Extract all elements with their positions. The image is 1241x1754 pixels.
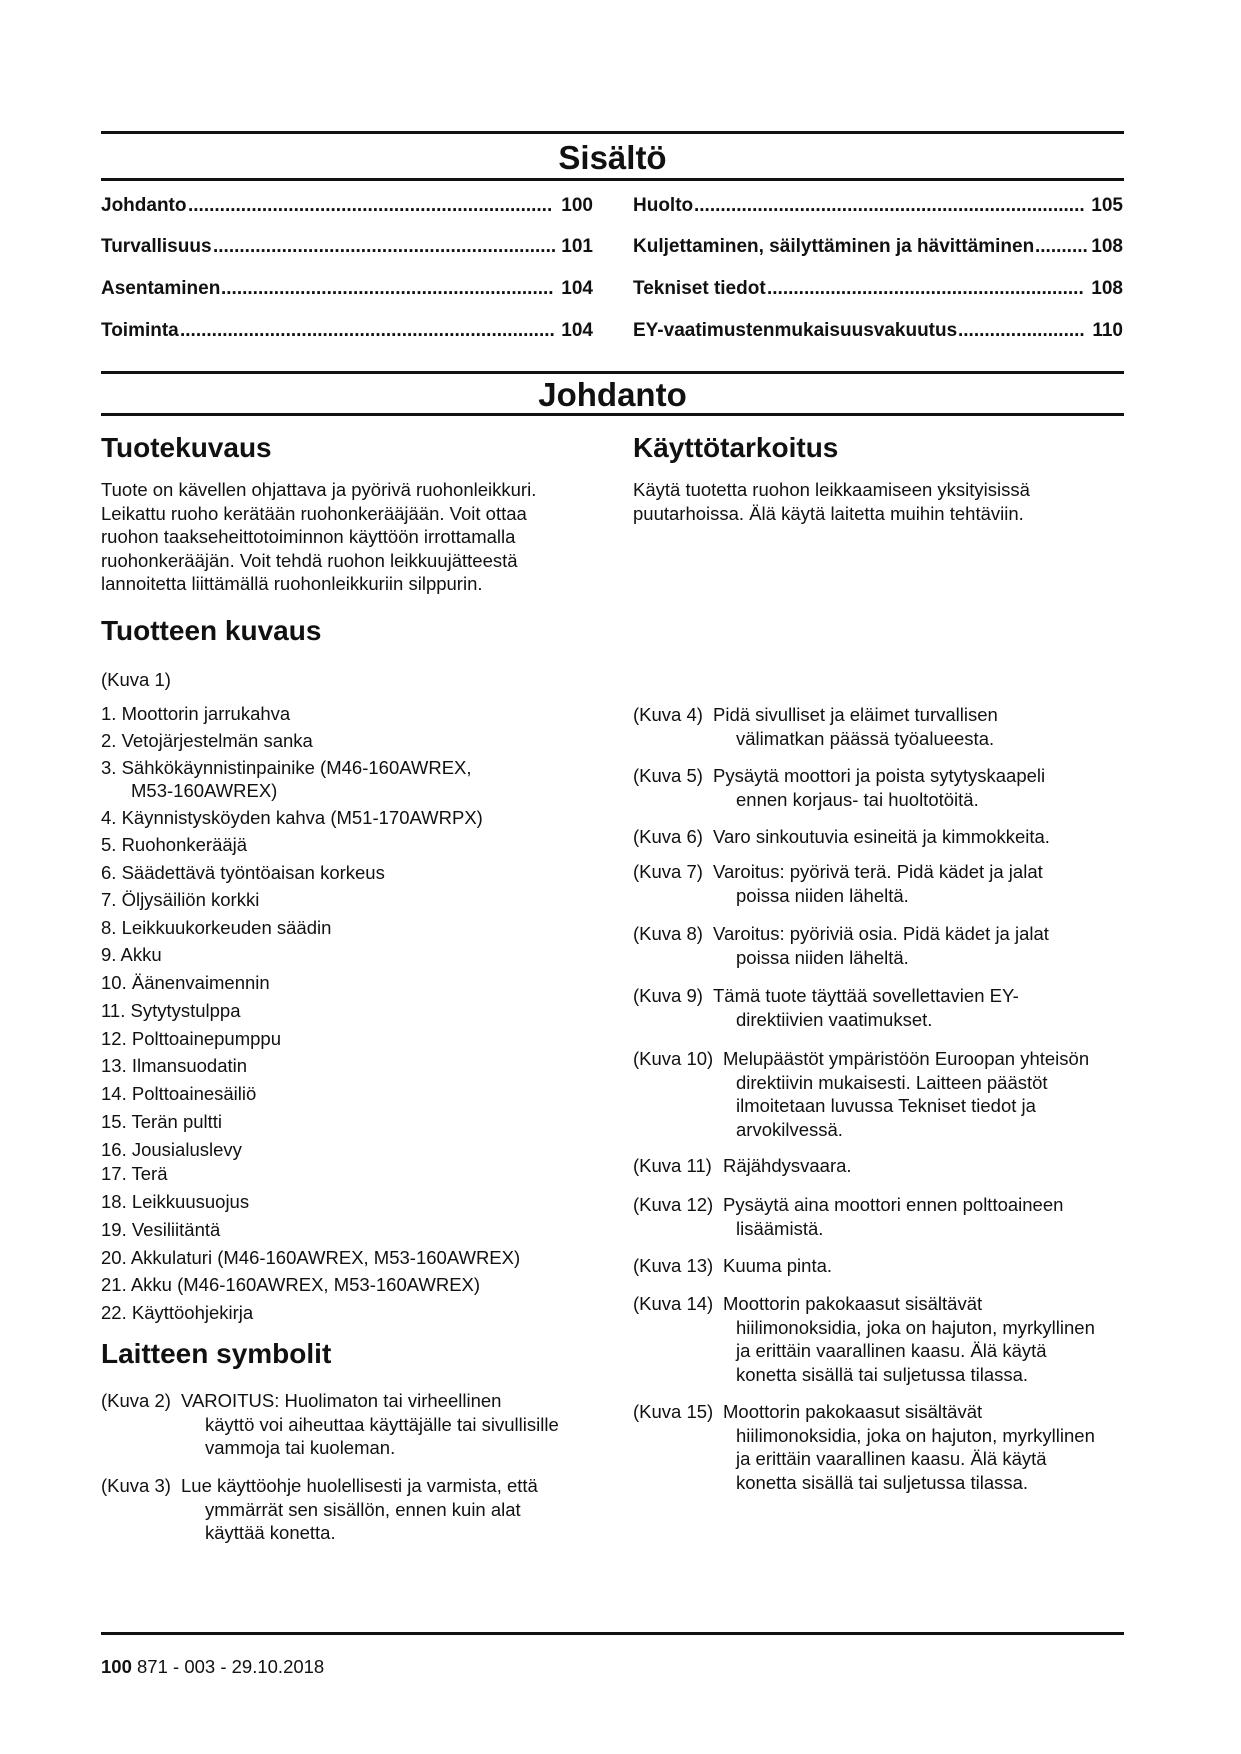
symbol-ref: (Kuva 9) bbox=[633, 985, 703, 1006]
symbol-text-line: Varoitus: pyörivä terä. Pidä kädet ja jalat bbox=[713, 861, 1043, 882]
heading-laitteen-symbolit: Laitteen symbolit bbox=[101, 1338, 332, 1369]
text-line: puutarhoissa. Älä käytä laitetta muihin tehtäviin. bbox=[633, 502, 1024, 524]
list-item: 12. Polttoainepumppu bbox=[101, 1028, 281, 1049]
symbol-text-line: Tämä tuote täyttää sovellettavien EY- bbox=[713, 985, 1019, 1006]
list-item: 20. Akkulaturi (M46-160AWREX, M53-160AWREX) bbox=[101, 1247, 521, 1268]
text-line: Käytä tuotetta ruohon leikkaamiseen yksityisissä bbox=[633, 479, 1030, 500]
toc-entry bbox=[101, 320, 593, 342]
tuotekuvaus-text bbox=[101, 478, 536, 596]
list-item: 19. Vesiliitäntä bbox=[101, 1219, 221, 1240]
symbol-entry bbox=[101, 1389, 601, 1460]
list-item: 8. Leikkuukorkeuden säädin bbox=[101, 917, 332, 938]
symbol-text-line: Pysäytä moottori ja poista sytytyskaapeli bbox=[713, 765, 1046, 786]
list-item: 11. Sytytystulppa bbox=[101, 1000, 241, 1021]
symbol-text-line: ja erittäin vaarallinen kaasu. Älä käytä bbox=[736, 1340, 1047, 1361]
johdanto-top-rule bbox=[101, 371, 1124, 374]
page-number: 100 bbox=[101, 1656, 132, 1677]
symbol-entry bbox=[633, 703, 1133, 750]
symbol-text-line: ja erittäin vaarallinen kaasu. Älä käytä bbox=[736, 1448, 1047, 1469]
toc-dot-leader: ........................ bbox=[958, 320, 1085, 341]
symbol-ref: (Kuva 6) bbox=[633, 826, 703, 847]
top-rule bbox=[101, 131, 1124, 134]
symbol-text-line: arvokilvessä. bbox=[736, 1118, 843, 1140]
symbol-text-line: konetta sisällä tai suljetussa tilassa. bbox=[736, 1363, 1029, 1385]
toc-entry-page: 108 bbox=[1091, 278, 1123, 299]
toc-dot-leader: .......... bbox=[1035, 236, 1088, 257]
text-line: ruohonkerääjän. Voit tehdä ruohon leikkuujätteestä bbox=[101, 549, 518, 571]
toc-entry bbox=[633, 278, 1123, 300]
toc-entry-label: Huolto bbox=[633, 195, 694, 216]
text-line: ruohon taakseheittotoiminnon käyttöön irrottamalla bbox=[101, 526, 516, 547]
list-item: 14. Polttoainesäiliö bbox=[101, 1083, 257, 1104]
text-line: Tuote on kävellen ohjattava ja pyörivä ruohonleikkuri. bbox=[101, 479, 537, 500]
toc-entry-label: Tekniset tiedot bbox=[633, 278, 766, 299]
toc-dot-leader: ................................................................. bbox=[213, 236, 557, 257]
toc-entry bbox=[633, 320, 1123, 342]
toc-entry-label: Toiminta bbox=[101, 320, 179, 341]
footer bbox=[101, 1656, 324, 1678]
symbol-text-line: konetta sisällä tai suljetussa tilassa. bbox=[736, 1471, 1029, 1493]
symbol-ref: (Kuva 15) bbox=[633, 1401, 714, 1422]
symbol-text-line: vammoja tai kuoleman. bbox=[205, 1437, 396, 1458]
symbol-entry bbox=[633, 1193, 1133, 1240]
list-item: 22. Käyttöohjekirja bbox=[101, 1302, 254, 1323]
heading-tuotekuvaus: Tuotekuvaus bbox=[101, 432, 272, 463]
toc-entry-label: Turvallisuus bbox=[101, 236, 212, 257]
symbol-entry bbox=[633, 1047, 1133, 1141]
symbol-ref: (Kuva 2) bbox=[101, 1390, 171, 1411]
symbol-ref: (Kuva 7) bbox=[633, 861, 703, 882]
symbol-entry bbox=[633, 764, 1133, 811]
list-item: 21. Akku (M46-160AWREX, M53-160AWREX) bbox=[101, 1274, 481, 1295]
section-title-johdanto: Johdanto bbox=[538, 376, 687, 413]
toc-entry-label: Asentaminen bbox=[101, 278, 221, 299]
text-line: lannoitetta liittämällä ruohonleikkuriin silppurin. bbox=[101, 573, 483, 594]
symbol-ref: (Kuva 11) bbox=[633, 1155, 712, 1176]
toc-entry-page: 101 bbox=[561, 236, 593, 257]
symbol-ref: (Kuva 8) bbox=[633, 923, 703, 944]
symbol-text-line: Melupäästöt ympäristöön Euroopan yhteisön bbox=[723, 1048, 1090, 1069]
symbol-ref: (Kuva 3) bbox=[101, 1475, 171, 1496]
symbol-text-line: käyttö voi aiheuttaa käyttäjälle tai sivullisille bbox=[205, 1413, 559, 1435]
symbol-text-line: ilmoitetaan luvussa Tekniset tiedot ja bbox=[736, 1095, 1036, 1116]
list-item: 6. Säädettävä työntöaisan korkeus bbox=[101, 862, 385, 883]
toc-title-rule bbox=[101, 178, 1124, 181]
symbol-text-line: Räjähdysvaara. bbox=[723, 1155, 852, 1176]
footer-rule bbox=[101, 1632, 1124, 1635]
toc-dot-leader: .......................................................................... bbox=[694, 195, 1085, 216]
symbol-text-line: Moottorin pakokaasut sisältävät bbox=[723, 1401, 983, 1422]
johdanto-title-rule bbox=[101, 413, 1124, 416]
symbol-entry bbox=[101, 1474, 601, 1545]
symbol-entry bbox=[633, 1254, 1133, 1278]
symbol-text-line: Pidä sivulliset ja eläimet turvallisen bbox=[713, 704, 998, 725]
toc-entry bbox=[633, 236, 1123, 258]
toc-dot-leader: ..................................................................... bbox=[188, 195, 553, 216]
list-item: 18. Leikkuusuojus bbox=[101, 1191, 250, 1212]
symbol-entry bbox=[633, 860, 1133, 907]
symbol-text-line: Kuuma pinta. bbox=[723, 1255, 833, 1276]
symbol-text-line: ennen korjaus- tai huoltotöitä. bbox=[736, 788, 979, 810]
toc-entry bbox=[101, 195, 593, 217]
toc-entry-page: 110 bbox=[1092, 320, 1123, 341]
symbol-ref: (Kuva 13) bbox=[633, 1255, 714, 1276]
list-item: 13. Ilmansuodatin bbox=[101, 1055, 248, 1076]
list-item: 16. Jousialuslevy bbox=[101, 1139, 242, 1160]
symbol-ref: (Kuva 10) bbox=[633, 1048, 714, 1069]
list-item: 5. Ruohonkerääjä bbox=[101, 834, 248, 855]
symbol-ref: (Kuva 5) bbox=[633, 765, 703, 786]
symbol-text-line: lisäämistä. bbox=[736, 1217, 824, 1239]
symbol-ref: (Kuva 12) bbox=[633, 1194, 714, 1215]
figure-ref-kuva-1: (Kuva 1) bbox=[101, 669, 171, 690]
toc-entry-label: EY-vaatimustenmukaisuusvakuutus bbox=[633, 320, 958, 341]
doc-code: 871 - 003 - 29.10.2018 bbox=[137, 1656, 325, 1677]
toc-entry-page: 108 bbox=[1091, 236, 1123, 257]
symbol-entry bbox=[633, 922, 1133, 969]
symbol-entry bbox=[633, 825, 1133, 849]
list-item: 2. Vetojärjestelmän sanka bbox=[101, 730, 313, 751]
symbol-entry bbox=[633, 1400, 1133, 1494]
list-item: 10. Äänenvaimennin bbox=[101, 972, 270, 993]
symbol-text-line: Varoitus: pyöriviä osia. Pidä kädet ja jalat bbox=[713, 923, 1049, 944]
list-item: 15. Terän pultti bbox=[101, 1111, 223, 1132]
toc-entry-page: 104 bbox=[561, 320, 593, 341]
toc-entry bbox=[101, 236, 593, 258]
list-item: M53-160AWREX) bbox=[131, 780, 278, 801]
symbol-text-line: Lue käyttöohje huolellisesti ja varmista, että bbox=[181, 1475, 538, 1496]
toc-title: Sisältö bbox=[558, 139, 667, 176]
toc-dot-leader: ....................................................................... bbox=[180, 320, 555, 341]
symbol-text-line: VAROITUS: Huolimaton tai virheellinen bbox=[181, 1390, 502, 1411]
list-item: 4. Käynnistysköyden kahva (M51-170AWRPX) bbox=[101, 807, 483, 828]
symbol-text-line: poissa niiden läheltä. bbox=[736, 946, 909, 968]
symbol-entry bbox=[633, 1154, 1133, 1178]
list-item: 17. Terä bbox=[101, 1163, 168, 1184]
symbol-ref: (Kuva 4) bbox=[633, 704, 703, 725]
kayttotarkoitus-text bbox=[633, 478, 1030, 525]
symbol-entry bbox=[633, 1292, 1133, 1386]
toc-entry-label: Johdanto bbox=[101, 195, 187, 216]
heading-tuotteen-kuvaus: Tuotteen kuvaus bbox=[101, 615, 322, 646]
toc-dot-leader: ............................................................... bbox=[221, 278, 554, 299]
list-item: 3. Sähkökäynnistinpainike (M46-160AWREX, bbox=[101, 757, 472, 778]
symbol-text-line: hiilimonoksidia, joka on hajuton, myrkyllinen bbox=[736, 1316, 1095, 1338]
symbol-text-line: käyttää konetta. bbox=[205, 1522, 336, 1543]
toc-entry-page: 100 bbox=[561, 195, 593, 216]
symbol-entry bbox=[633, 984, 1133, 1031]
symbol-ref: (Kuva 14) bbox=[633, 1293, 714, 1314]
toc-entry bbox=[101, 278, 593, 300]
heading-kayttotarkoitus: Käyttötarkoitus bbox=[633, 432, 839, 463]
text-line: Leikattu ruoho kerätään ruohonkerääjään. Voit ottaa bbox=[101, 502, 527, 524]
symbol-text-line: poissa niiden läheltä. bbox=[736, 884, 909, 906]
symbol-text-line: direktiivien vaatimukset. bbox=[736, 1008, 933, 1030]
toc-entry-page: 104 bbox=[561, 278, 593, 299]
toc-entry-label: Kuljettaminen, säilyttäminen ja hävittäminen bbox=[633, 236, 1035, 257]
symbol-text-line: Varo sinkoutuvia esineitä ja kimmokkeita. bbox=[713, 826, 1050, 847]
list-item: 9. Akku bbox=[101, 944, 162, 965]
toc-entry-page: 105 bbox=[1091, 195, 1123, 216]
list-item: 1. Moottorin jarrukahva bbox=[101, 703, 291, 724]
toc-entry bbox=[633, 195, 1123, 217]
symbol-text-line: Pysäytä aina moottori ennen polttoaineen bbox=[723, 1194, 1064, 1215]
symbol-text-line: hiilimonoksidia, joka on hajuton, myrkyllinen bbox=[736, 1424, 1095, 1446]
symbol-text-line: direktiivin mukaisesti. Laitteen päästöt bbox=[736, 1071, 1048, 1093]
toc-dot-leader: ............................................................ bbox=[767, 278, 1084, 299]
symbol-text-line: ymmärrät sen sisällön, ennen kuin alat bbox=[205, 1498, 521, 1520]
symbol-text-line: Moottorin pakokaasut sisältävät bbox=[723, 1293, 983, 1314]
symbol-text-line: välimatkan päässä työalueesta. bbox=[736, 727, 995, 749]
list-item: 7. Öljysäiliön korkki bbox=[101, 889, 260, 910]
